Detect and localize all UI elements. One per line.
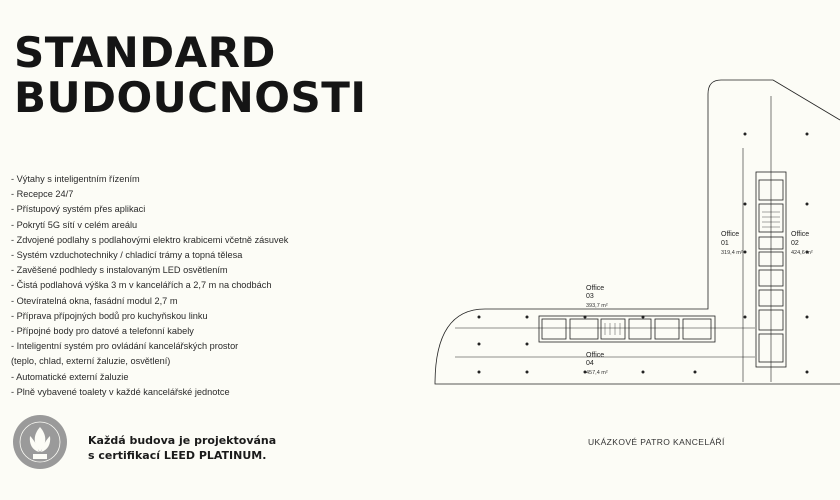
leed-logo [12, 414, 68, 470]
page-title [14, 30, 367, 120]
office-01-area: 319,4 m² [721, 250, 743, 256]
feature-item-continuation: (teplo, chlad, externí žaluzie, osvětlení) [11, 356, 171, 367]
leed-line-1: Každá budova je projektována [88, 434, 277, 447]
leed-statement [88, 433, 276, 463]
office-03-label: Office [586, 285, 605, 292]
office-01-number: 01 [721, 240, 729, 247]
office-04-number: 04 [586, 360, 594, 367]
feature-item [11, 339, 381, 369]
feature-item: - Plně vybavené toalety v každé kancelářské jednotce [11, 386, 230, 397]
feature-item: - Otevíratelná okna, fasádní modul 2,7 m [11, 295, 178, 306]
office-03-area: 393,7 m² [586, 303, 608, 309]
feature-item: - Čistá podlahová výška 3 m v kancelářích a 2,7 m na chodbách [11, 280, 272, 291]
feature-item: - Recepce 24/7 [11, 189, 74, 200]
office-03-number: 03 [586, 293, 594, 300]
plan-outline-diagonal [773, 80, 840, 120]
office-02-label: Office [791, 231, 810, 238]
feature-item: - Automatické externí žaluzie [11, 371, 129, 382]
feature-list [11, 172, 381, 400]
feature-item: - Přípojné body pro datové a telefonní kabely [11, 326, 194, 337]
feature-item: - Přístupový systém přes aplikaci [11, 204, 146, 215]
title-line-2: BUDOUCNOSTI [14, 73, 367, 122]
feature-item: - Zdvojené podlahy s podlahovými elektro krabicemi včetně zásuvek [11, 234, 289, 245]
feature-item: - Pokrytí 5G sítí v celém areálu [11, 219, 138, 230]
office-02-number: 02 [791, 240, 799, 247]
office-01-label: Office [721, 231, 740, 238]
feature-item-text: - Inteligentní systém pro ovládání kancelářských prostor [11, 341, 239, 352]
floorplan-caption: UKÁZKOVÉ PATRO KANCELÁŘÍ [588, 437, 725, 447]
leed-line-2: s certifikací LEED PLATINUM. [88, 449, 267, 462]
office-04-label: Office [586, 352, 605, 359]
feature-item: - Systém vzduchotechniky / chladicí trámy a topná tělesa [11, 250, 243, 261]
feature-item: - Výtahy s inteligentním řízením [11, 174, 140, 184]
office-02-area: 424,6 m² [791, 250, 813, 256]
feature-item: - Příprava přípojných bodů pro kuchyňskou linku [11, 310, 208, 321]
office-04-area: 457,4 m² [586, 370, 608, 376]
feature-item: - Zavěšené podhledy s instalovaným LED osvětlením [11, 265, 228, 276]
floor-plan [425, 72, 840, 402]
title-line-1: STANDARD [14, 28, 276, 77]
